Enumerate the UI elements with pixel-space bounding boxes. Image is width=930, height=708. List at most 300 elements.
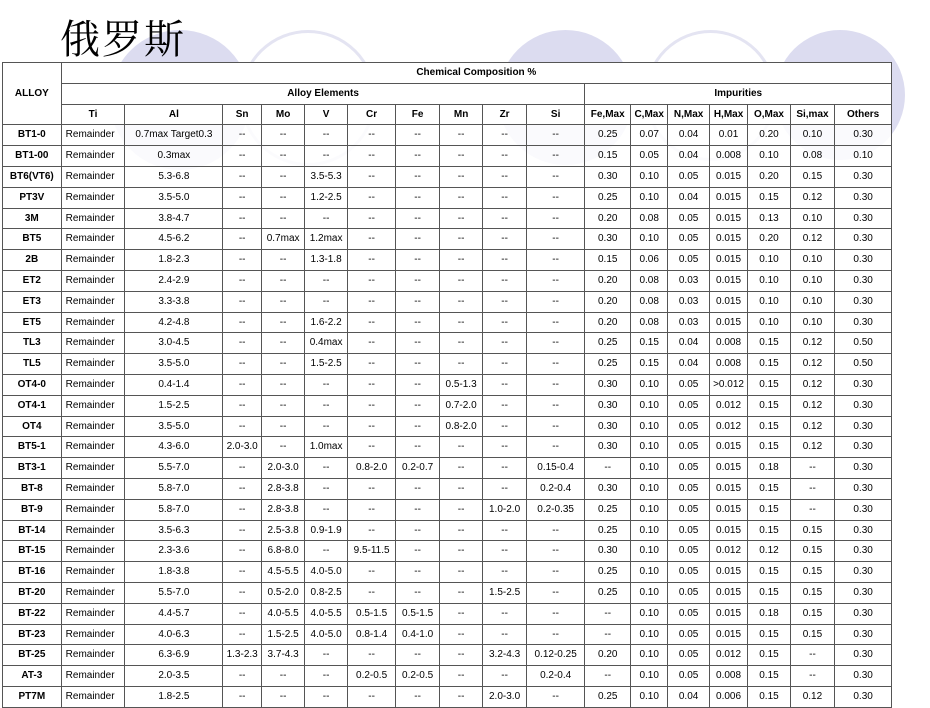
table-cell: --: [347, 270, 396, 291]
table-cell: --: [439, 354, 482, 375]
table-cell: --: [347, 291, 396, 312]
table-cell: 0.015: [709, 437, 747, 458]
table-cell: 0.15: [790, 624, 834, 645]
table-cell: --: [305, 458, 347, 479]
table-cell: --: [305, 416, 347, 437]
table-row: [3, 437, 892, 458]
table-cell: 0.012: [709, 416, 747, 437]
table-cell: 0.10: [630, 458, 667, 479]
table-cell: --: [439, 458, 482, 479]
table-cell: --: [305, 125, 347, 146]
table-cell: 0.15: [748, 520, 790, 541]
table-cell: --: [396, 270, 439, 291]
table-cell: 2.0-3.0: [483, 686, 526, 707]
table-cell: --: [526, 333, 585, 354]
table-cell: 1.3-2.3: [223, 645, 261, 666]
table-cell: 0.4-1.4: [125, 374, 223, 395]
table-cell: --: [790, 478, 834, 499]
table-cell: --: [483, 166, 526, 187]
table-cell: --: [223, 312, 261, 333]
table-cell: 5.5-7.0: [125, 582, 223, 603]
table-cell: 0.30: [585, 541, 631, 562]
ti-cell: Remainder: [61, 645, 125, 666]
table-cell: 0.05: [630, 146, 667, 167]
table-cell: --: [223, 603, 261, 624]
table-cell: 0.10: [790, 291, 834, 312]
table-cell: 1.5-2.5: [483, 582, 526, 603]
table-cell: --: [526, 562, 585, 583]
table-cell: 0.08: [630, 312, 667, 333]
table-cell: --: [439, 291, 482, 312]
table-cell: 0.05: [668, 208, 709, 229]
ti-cell: Remainder: [61, 499, 125, 520]
table-cell: 0.05: [668, 520, 709, 541]
alloy-name-cell: BT-16: [3, 562, 62, 583]
table-cell: --: [305, 208, 347, 229]
column-header: Fe,Max: [585, 104, 631, 125]
ti-cell: Remainder: [61, 520, 125, 541]
alloy-elements-header: Alloy Elements: [61, 83, 585, 104]
column-header: Sn: [223, 104, 261, 125]
table-cell: --: [223, 374, 261, 395]
alloy-name-cell: BT3-1: [3, 458, 62, 479]
table-cell: 0.20: [585, 291, 631, 312]
table-cell: --: [585, 624, 631, 645]
table-cell: --: [483, 395, 526, 416]
table-cell: 4.5-5.5: [261, 562, 304, 583]
table-cell: 0.015: [709, 208, 747, 229]
composition-table-container: [2, 62, 892, 708]
table-cell: --: [439, 312, 482, 333]
table-cell: --: [347, 146, 396, 167]
table-cell: 0.12-0.25: [526, 645, 585, 666]
table-cell: 0.15: [585, 146, 631, 167]
table-cell: --: [261, 333, 304, 354]
table-cell: 0.50: [835, 354, 892, 375]
table-cell: --: [305, 270, 347, 291]
table-cell: --: [347, 166, 396, 187]
table-cell: 0.30: [835, 374, 892, 395]
table-cell: 0.15: [748, 562, 790, 583]
table-cell: 3.0-4.5: [125, 333, 223, 354]
table-cell: --: [223, 395, 261, 416]
table-cell: 1.8-2.5: [125, 686, 223, 707]
table-row: [3, 354, 892, 375]
table-cell: 0.30: [835, 541, 892, 562]
table-cell: 0.10: [790, 312, 834, 333]
table-cell: 1.3-1.8: [305, 250, 347, 271]
table-cell: 0.10: [790, 125, 834, 146]
table-cell: 0.12: [790, 354, 834, 375]
table-cell: --: [261, 146, 304, 167]
table-cell: 0.20: [585, 208, 631, 229]
table-cell: --: [261, 270, 304, 291]
table-cell: --: [347, 562, 396, 583]
table-cell: --: [347, 125, 396, 146]
table-cell: --: [396, 208, 439, 229]
table-cell: 0.30: [585, 166, 631, 187]
table-cell: --: [483, 270, 526, 291]
table-cell: 0.30: [835, 478, 892, 499]
table-cell: 4.4-5.7: [125, 603, 223, 624]
table-cell: --: [483, 458, 526, 479]
table-cell: 4.3-6.0: [125, 437, 223, 458]
table-cell: 0.30: [585, 478, 631, 499]
table-cell: --: [526, 187, 585, 208]
table-cell: --: [223, 666, 261, 687]
table-cell: 0.08: [630, 270, 667, 291]
column-header: Al: [125, 104, 223, 125]
table-cell: --: [439, 437, 482, 458]
table-cell: 0.8-2.0: [347, 458, 396, 479]
table-cell: --: [396, 562, 439, 583]
table-cell: 0.30: [835, 395, 892, 416]
table-cell: 0.5-1.5: [396, 603, 439, 624]
table-cell: 0.006: [709, 686, 747, 707]
table-cell: 4.0-5.5: [305, 603, 347, 624]
table-cell: 0.04: [668, 686, 709, 707]
table-cell: 0.008: [709, 333, 747, 354]
table-cell: 0.015: [709, 312, 747, 333]
table-cell: 0.015: [709, 229, 747, 250]
table-cell: --: [396, 250, 439, 271]
table-cell: --: [305, 645, 347, 666]
alloy-name-cell: BT-15: [3, 541, 62, 562]
table-cell: --: [483, 520, 526, 541]
table-cell: 0.20: [585, 270, 631, 291]
table-cell: --: [526, 125, 585, 146]
table-cell: 0.012: [709, 395, 747, 416]
table-cell: 0.15: [748, 354, 790, 375]
alloy-name-cell: ET5: [3, 312, 62, 333]
table-cell: --: [396, 229, 439, 250]
alloy-name-cell: BT-20: [3, 582, 62, 603]
table-cell: 0.25: [585, 354, 631, 375]
table-cell: --: [305, 478, 347, 499]
table-cell: 2.8-3.8: [261, 499, 304, 520]
table-cell: 0.04: [668, 187, 709, 208]
table-cell: 0.15: [748, 374, 790, 395]
column-header: Cr: [347, 104, 396, 125]
table-cell: 0.15: [790, 582, 834, 603]
table-cell: --: [439, 666, 482, 687]
page-title: 俄罗斯: [60, 17, 186, 63]
table-cell: --: [347, 645, 396, 666]
table-cell: --: [526, 541, 585, 562]
table-row: [3, 603, 892, 624]
table-row: [3, 166, 892, 187]
table-cell: 0.20: [748, 229, 790, 250]
table-cell: 0.015: [709, 478, 747, 499]
table-row: [3, 416, 892, 437]
table-cell: --: [585, 666, 631, 687]
table-cell: 0.7-2.0: [439, 395, 482, 416]
table-cell: 0.8-2.0: [439, 416, 482, 437]
table-cell: 4.0-6.3: [125, 624, 223, 645]
column-header: Zr: [483, 104, 526, 125]
table-cell: --: [261, 416, 304, 437]
table-cell: 0.008: [709, 354, 747, 375]
table-cell: --: [439, 499, 482, 520]
column-header: Si,max: [790, 104, 834, 125]
table-cell: 0.9-1.9: [305, 520, 347, 541]
table-cell: 0.4max: [305, 333, 347, 354]
table-cell: --: [223, 208, 261, 229]
column-header: Si: [526, 104, 585, 125]
table-cell: 1.0-2.0: [483, 499, 526, 520]
table-cell: --: [790, 458, 834, 479]
table-cell: 4.0-5.0: [305, 562, 347, 583]
table-cell: --: [347, 354, 396, 375]
table-cell: --: [261, 437, 304, 458]
table-cell: --: [526, 229, 585, 250]
table-cell: 0.06: [630, 250, 667, 271]
table-row: [3, 458, 892, 479]
table-cell: --: [223, 146, 261, 167]
table-row: [3, 312, 892, 333]
table-cell: 0.05: [668, 437, 709, 458]
table-cell: --: [585, 603, 631, 624]
table-cell: 0.10: [630, 374, 667, 395]
table-cell: 0.30: [835, 624, 892, 645]
table-row: [3, 291, 892, 312]
table-cell: 0.30: [585, 437, 631, 458]
table-cell: 0.08: [630, 291, 667, 312]
table-cell: 4.0-5.5: [261, 603, 304, 624]
table-cell: 0.20: [748, 166, 790, 187]
table-cell: --: [261, 354, 304, 375]
table-cell: 1.2max: [305, 229, 347, 250]
table-cell: 0.12: [790, 437, 834, 458]
alloy-name-cell: 3M: [3, 208, 62, 229]
table-cell: 0.2-0.7: [396, 458, 439, 479]
table-row: [3, 499, 892, 520]
table-cell: 0.10: [630, 187, 667, 208]
table-cell: --: [439, 166, 482, 187]
table-cell: 1.8-2.3: [125, 250, 223, 271]
table-cell: --: [483, 624, 526, 645]
table-cell: 0.25: [585, 520, 631, 541]
table-cell: --: [526, 146, 585, 167]
table-cell: 3.5-5.0: [125, 354, 223, 375]
table-cell: 0.05: [668, 541, 709, 562]
table-cell: --: [526, 686, 585, 707]
table-cell: 2.3-3.6: [125, 541, 223, 562]
table-cell: 0.015: [709, 291, 747, 312]
table-cell: 0.5-2.0: [261, 582, 304, 603]
table-cell: --: [223, 686, 261, 707]
table-cell: 0.03: [668, 291, 709, 312]
alloy-name-cell: ET3: [3, 291, 62, 312]
table-cell: --: [439, 478, 482, 499]
table-cell: --: [439, 250, 482, 271]
header-row-1: [3, 63, 892, 84]
table-cell: 0.15: [630, 354, 667, 375]
table-cell: 0.05: [668, 624, 709, 645]
table-cell: 0.30: [585, 395, 631, 416]
table-cell: --: [526, 208, 585, 229]
table-cell: 0.10: [630, 229, 667, 250]
table-cell: 0.015: [709, 499, 747, 520]
table-cell: --: [483, 125, 526, 146]
table-cell: 0.25: [585, 333, 631, 354]
table-cell: --: [223, 499, 261, 520]
table-cell: 0.10: [630, 416, 667, 437]
table-cell: 0.10: [748, 312, 790, 333]
table-cell: 0.008: [709, 666, 747, 687]
table-cell: 0.10: [630, 395, 667, 416]
table-cell: 0.2-0.35: [526, 499, 585, 520]
table-cell: --: [347, 582, 396, 603]
alloy-name-cell: BT-14: [3, 520, 62, 541]
ti-cell: Remainder: [61, 437, 125, 458]
table-cell: 0.18: [748, 603, 790, 624]
table-cell: 0.05: [668, 499, 709, 520]
ti-cell: Remainder: [61, 208, 125, 229]
table-cell: 0.12: [790, 187, 834, 208]
table-cell: 0.10: [630, 645, 667, 666]
table-cell: --: [790, 666, 834, 687]
table-cell: --: [526, 291, 585, 312]
table-cell: --: [526, 624, 585, 645]
table-cell: 0.12: [790, 416, 834, 437]
table-cell: --: [483, 416, 526, 437]
table-cell: --: [439, 582, 482, 603]
table-cell: 0.25: [585, 686, 631, 707]
table-cell: --: [223, 187, 261, 208]
table-cell: 3.5-5.3: [305, 166, 347, 187]
table-cell: --: [261, 166, 304, 187]
table-cell: 0.015: [709, 562, 747, 583]
table-cell: 0.10: [630, 666, 667, 687]
table-cell: 0.25: [585, 582, 631, 603]
table-cell: 0.10: [835, 146, 892, 167]
header-row-3: [3, 104, 892, 125]
table-cell: --: [526, 270, 585, 291]
column-header: V: [305, 104, 347, 125]
table-row: [3, 562, 892, 583]
table-cell: --: [223, 229, 261, 250]
alloy-name-cell: BT-9: [3, 499, 62, 520]
table-cell: --: [261, 187, 304, 208]
ti-cell: Remainder: [61, 187, 125, 208]
table-cell: --: [526, 603, 585, 624]
table-body: [3, 125, 892, 707]
table-cell: --: [223, 582, 261, 603]
table-cell: --: [396, 125, 439, 146]
table-cell: 0.10: [630, 686, 667, 707]
table-cell: 2.4-2.9: [125, 270, 223, 291]
table-cell: 0.7max: [261, 229, 304, 250]
table-cell: 5.8-7.0: [125, 478, 223, 499]
table-cell: 0.07: [630, 125, 667, 146]
table-cell: --: [483, 312, 526, 333]
table-cell: --: [439, 624, 482, 645]
table-cell: 0.12: [790, 686, 834, 707]
ti-cell: Remainder: [61, 312, 125, 333]
table-cell: 0.10: [630, 520, 667, 541]
table-cell: 0.30: [835, 229, 892, 250]
table-cell: --: [526, 416, 585, 437]
table-cell: 0.15: [790, 541, 834, 562]
table-cell: --: [396, 395, 439, 416]
table-cell: 0.05: [668, 582, 709, 603]
column-header: Others: [835, 104, 892, 125]
table-cell: --: [483, 250, 526, 271]
table-cell: 0.50: [835, 333, 892, 354]
table-cell: --: [483, 354, 526, 375]
table-cell: 0.15: [748, 478, 790, 499]
alloy-name-cell: OT4-1: [3, 395, 62, 416]
table-cell: 1.0max: [305, 437, 347, 458]
table-cell: 0.15: [748, 499, 790, 520]
table-cell: 0.05: [668, 166, 709, 187]
table-cell: 0.15: [748, 582, 790, 603]
table-cell: 0.20: [748, 125, 790, 146]
ti-cell: Remainder: [61, 478, 125, 499]
table-cell: --: [223, 478, 261, 499]
table-cell: 0.30: [835, 250, 892, 271]
alloy-name-cell: BT1-0: [3, 125, 62, 146]
table-cell: 0.015: [709, 270, 747, 291]
table-cell: 0.30: [835, 291, 892, 312]
table-cell: --: [483, 208, 526, 229]
table-cell: 0.30: [835, 666, 892, 687]
ti-cell: Remainder: [61, 333, 125, 354]
table-cell: 0.10: [790, 208, 834, 229]
ti-cell: Remainder: [61, 562, 125, 583]
table-cell: --: [223, 166, 261, 187]
table-cell: 0.30: [835, 166, 892, 187]
ti-cell: Remainder: [61, 270, 125, 291]
table-cell: 0.10: [790, 270, 834, 291]
header-row-2: [3, 83, 892, 104]
table-cell: 0.15: [790, 603, 834, 624]
table-cell: 0.30: [835, 603, 892, 624]
table-cell: --: [396, 333, 439, 354]
table-cell: 0.01: [709, 125, 747, 146]
table-cell: 1.5-2.5: [125, 395, 223, 416]
table-cell: --: [305, 395, 347, 416]
table-cell: 0.15: [748, 645, 790, 666]
table-cell: --: [483, 603, 526, 624]
table-cell: --: [526, 395, 585, 416]
table-cell: --: [261, 395, 304, 416]
ti-cell: Remainder: [61, 666, 125, 687]
table-row: [3, 270, 892, 291]
table-cell: --: [223, 562, 261, 583]
table-cell: 0.12: [748, 541, 790, 562]
table-cell: 2.0-3.0: [223, 437, 261, 458]
table-cell: 0.25: [585, 187, 631, 208]
table-cell: --: [439, 208, 482, 229]
alloy-name-cell: BT-22: [3, 603, 62, 624]
table-cell: --: [261, 291, 304, 312]
table-cell: 0.012: [709, 645, 747, 666]
table-cell: --: [439, 562, 482, 583]
table-cell: 6.8-8.0: [261, 541, 304, 562]
table-cell: 0.20: [585, 645, 631, 666]
table-cell: --: [305, 666, 347, 687]
table-cell: --: [305, 686, 347, 707]
table-cell: --: [396, 374, 439, 395]
table-cell: 0.15: [790, 166, 834, 187]
table-cell: 0.015: [709, 250, 747, 271]
table-cell: 5.5-7.0: [125, 458, 223, 479]
table-cell: --: [347, 374, 396, 395]
table-cell: --: [223, 624, 261, 645]
table-cell: --: [790, 645, 834, 666]
